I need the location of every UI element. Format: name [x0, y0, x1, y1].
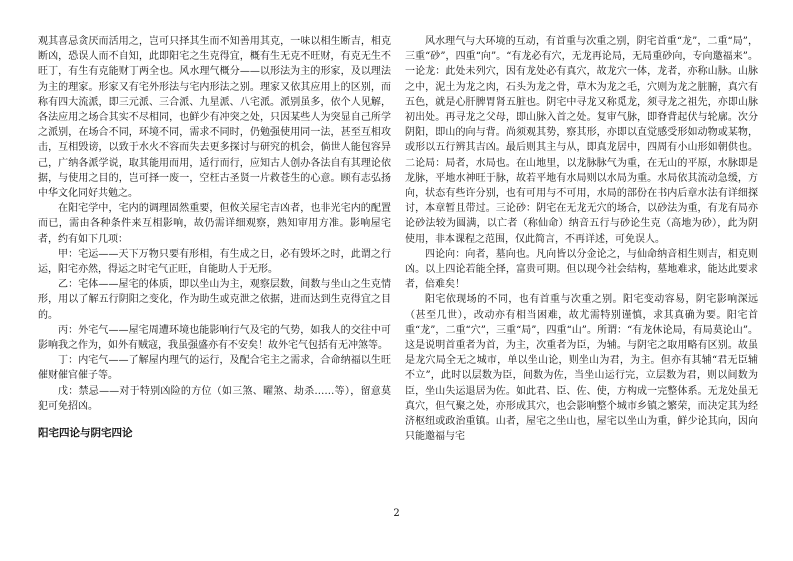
page-number: 2: [393, 508, 400, 519]
list-item: 丁：内宅气——了解屋内理气的运行，及配合宅主之需求，合命纳福以生旺催财催官催子等。: [38, 355, 391, 382]
list-item: 甲：宅运——天下万物只要有形相，有生成之日，必有毁坏之时，此谓之行运，阳宅亦然，得运之时宅气正旺，自能助人于无形。: [38, 248, 391, 276]
section-heading: 阳宅四论与阴宅四论: [38, 427, 133, 440]
list-item: 戊：禁忌——对于特别凶险的方位（如三煞、曜煞、劫杀……等），留意莫犯可免招凶。: [38, 385, 391, 412]
list-item: 乙：宅体——屋宅的体质，即以坐山为主，观察层数，间数与坐山之生克情形，用以了解五行阴阳之变化，作为助生或克泄之依据，进而达到生克得宜之目的。: [38, 279, 391, 321]
list-item: 丙：外宅气——屋宅周遭环境也能影响行气及宅的气势，如我人的交往中可影响我之作为，如外有贼寇，我虽强盛亦有不安矣！故外宅气包括有无冲煞等。: [38, 324, 391, 352]
left-column: [38, 34, 391, 441]
right-column: [405, 34, 758, 444]
paragraph: 阳宅依现场的不同，也有首重与次重之别。阳宅变动容易，阴宅影响深远（甚至几世），改动亦有相当困难，故尤需特别谨慎，求其真确为要。阳宅首重“龙”，二重“穴”，三重“局”，四重“山”。所谓：“有龙休论局，有局莫论山”。这是说明首重者为首，为主，次重者为臣，为辅。与阴宅之取用略有区别。故虽是龙穴局全无之城市，单以坐山论，则坐山为君，为主。但亦有其辅“君无臣辅不立”，此时以层数为臣，间数为佐，当坐山运行完，立层数为君，则以间数为臣，坐山失运退居为佐。如此君、臣、佐、使，方构成一完整体系。无龙处虽无真穴，但气聚之处，亦形成其穴，也会影响整个城市乡镇之繁荣，而决定其为经济枢纽或政治重镇。山者，屋宅之坐山也，屋宅以坐山为重，鲜少论其向，因向只能邀福与宅: [405, 294, 758, 443]
paragraph: 观其喜忌贪厌而活用之，岂可只择其生而不知善用其克，一味以相生断吉，相克断凶，恐误人而不自知，此即阳宅之生克得宜，概有生无克不旺财，有克无生不旺丁，有生有克能财丁两全也。风水理气概分——以形法为主的形家，及以理法为主的理家。形家又有宅外形法与宅内形法之别。理家又依其应用上的区别，而称有四大流派，即三元派、三合派、九星派、八宅派。派别虽多，依个人见解，各法应用之场合其实不尽相同，也鲜少有冲突之处，只因某些人为突显自己所学之派别，在场合不同，环境不同，需求不同时，仍勉强使用同一法，甚至互相攻击，互相毁谤，以致于水火不容而失去更多探讨与研究的机会，倘世人能包容异己，广纳各派学说，取其能用而用，适行而行，应知古人创办各法自有其理论依据，与使用之目的，岂可择一废一，空枉古圣贤一片救苍生的心意。顾有志弘扬中华文化同好共勉之。: [38, 36, 391, 200]
paragraph: 四论向：向者，墓向也。凡向皆以分金论之，与仙命纳音相生则吉，相克则凶。以上四论若能全择，富贵可期。但以现今社会结构，墓地难求，能达此要求者，倍难矣！: [405, 248, 758, 291]
paragraph: 风水理气与大环境的互动，有首重与次重之别，阴宅首重“龙”，二重“局”，三重“砂”，四重“向”。“有龙必有穴，无龙再论局，无局重砂向，专向邀福来”。一论龙：此处未列穴，因有龙处必有真穴，故龙穴一体，龙者，亦称山脉。山脉之中，泥土为龙之肉，石头为龙之骨，草木为龙之毛，穴则为龙之脏腑，真穴有五色，就是心肝脾胃肾五脏也。阴宅中寻龙又称觅龙，须寻龙之祖先，亦即山脉初出处。再寻龙之父母，即山脉入首之处。复审气脉，即脊背起伏与轮廓。次分阴阳，即山的向与背。尚须观其势，察其形，亦即以直觉感受形如动物或某物，或形以五行辨其吉凶。最后则其主与从，即真龙居中，四周有小山形如朝供也。二论局：局者，水局也。在山地里，以龙脉脉气为重，在无山的平原，水脉即是龙脉，平地水神旺于脉，故若平地有水局则以水局为重。水局依其流动急缓，方向，状态有些许分别，也有可用与不可用，水局的部份在书内后章水法有详细探讨，本章暂且带过。三论砂：阴宅在无龙无穴的场合，以砂法为重，有龙有局亦论砂法较为圆满，以亡者（称仙命）纳音五行与砂论生克（高地为砂），此为阴使用，非本课程之范围，仅此简言，不再详述，可免误人。: [405, 36, 758, 245]
paragraph: 在阳宅学中，宅内的调理固然重要，但攸关屋宅吉凶者，也非光宅内的配置而已，需由各种条件来互相影响，故仍需详细观察，熟知审用方准。影响屋宅者，约有如下几项：: [38, 203, 391, 245]
